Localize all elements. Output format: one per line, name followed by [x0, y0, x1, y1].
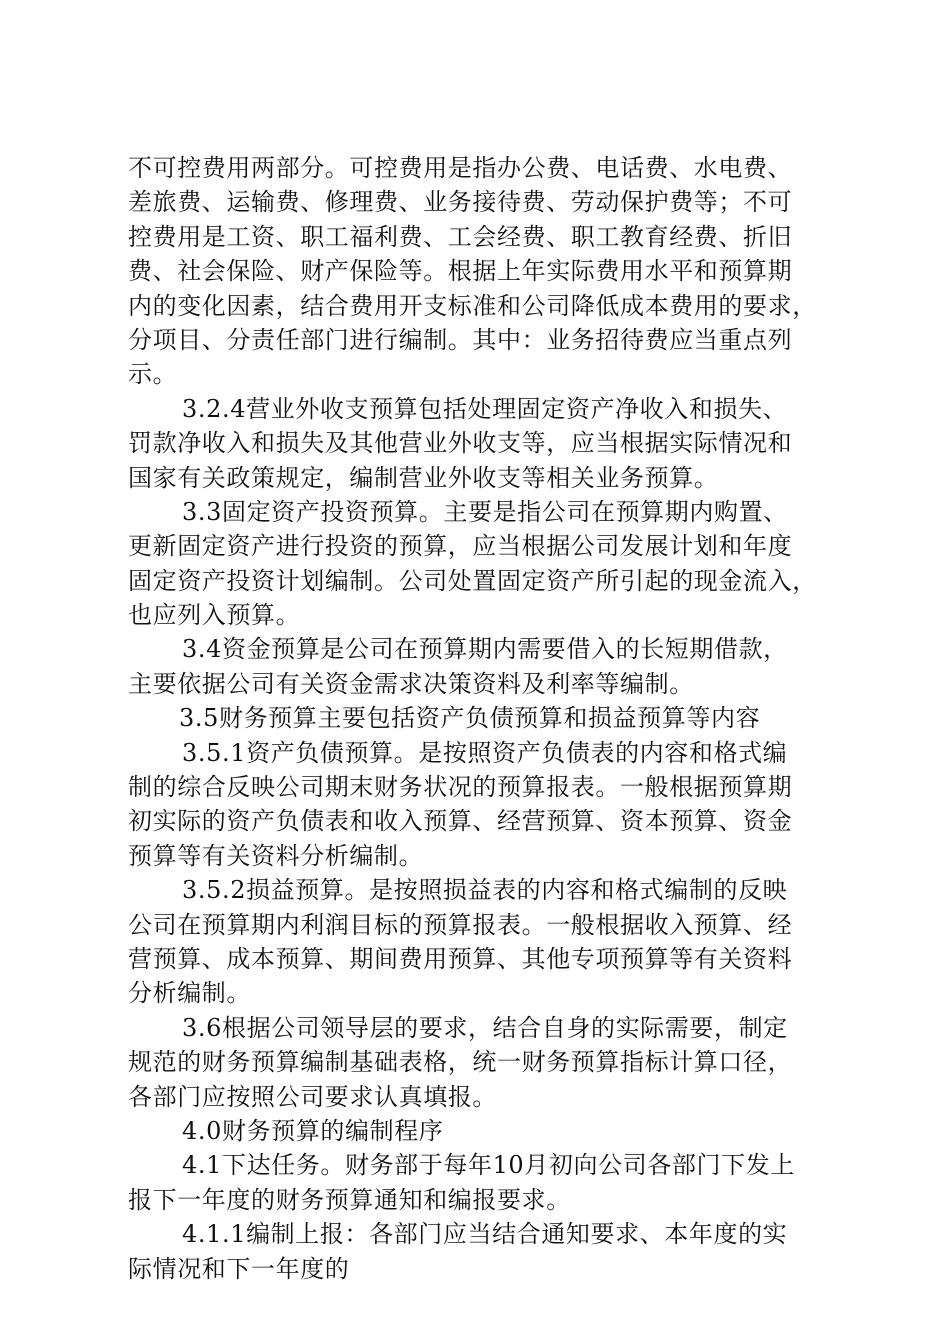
text-line: 国家有关政策规定，编制营业外收支等相关业务预算。: [128, 463, 719, 492]
text-line: 分析编制。: [128, 979, 251, 1008]
text-line: 固定资产投资计划编制。公司处置固定资产所引起的现金流入，: [128, 566, 817, 595]
paragraph-start-4-1: 4.1下达任务。财务部于每年10月初向公司各部门下发上: [182, 1151, 795, 1180]
text-line: 示。: [128, 360, 178, 389]
text-line: 规范的财务预算编制基础表格，统一财务预算指标计算口径，: [128, 1048, 793, 1077]
paragraph-start-3-2-4: 3.2.4营业外收支预算包括处理固定资产净收入和损失、: [182, 394, 788, 423]
paragraph-start-3-4: 3.4资金预算是公司在预算期内需要借入的长短期借款，: [182, 635, 788, 664]
text-line: 更新固定资产进行投资的预算，应当根据公司发展计划和年度: [128, 532, 793, 561]
text-line: 费、社会保险、财产保险等。根据上年实际费用水平和预算期: [128, 257, 793, 286]
text-line: 际情况和下一年度的: [128, 1254, 350, 1283]
text-line: 主要依据公司有关资金需求决策资料及利率等编制。: [128, 669, 694, 698]
text-line: 报下一年度的财务预算通知和编报要求。: [128, 1185, 571, 1214]
text-line: 分项目、分责任部门进行编制。其中：业务招待费应当重点列: [128, 325, 793, 354]
text-line: 控费用是工资、职工福利费、工会经费、职工教育经费、折旧: [128, 222, 793, 251]
paragraph-start-3-6: 3.6根据公司领导层的要求，结合自身的实际需要，制定: [182, 1013, 788, 1042]
paragraph-start-3-5-1: 3.5.1资产负债预算。是按照资产负债表的内容和格式编: [182, 738, 788, 767]
paragraph-start-4-1-1: 4.1.1编制上报：各部门应当结合通知要求、本年度的实: [182, 1220, 788, 1249]
text-line: 制的综合反映公司期末财务状况的预算报表。一般根据预算期: [128, 773, 793, 802]
document-body: [128, 151, 840, 1286]
text-line: 各部门应按照公司要求认真填报。: [128, 1082, 497, 1111]
text-line: 公司在预算期内利润目标的预算报表。一般根据收入预算、经: [128, 910, 793, 939]
text-line: 预算等有关资料分析编制。: [128, 841, 424, 870]
text-line: 不可控费用两部分。可控费用是指办公费、电话费、水电费、: [128, 154, 793, 182]
section-heading-4-0: 4.0财务预算的编制程序: [182, 1116, 444, 1145]
text-line: 初实际的资产负债表和收入预算、经营预算、资本预算、资金: [128, 807, 793, 836]
paragraph-start-3-3: 3.3固定资产投资预算。主要是指公司在预算期内购置、: [182, 497, 788, 526]
text-line: 也应列入预算。: [128, 601, 301, 630]
text-line: 差旅费、运输费、修理费、业务接待费、劳动保护费等；不可: [128, 188, 793, 217]
text-line: 内的变化因素，结合费用开支标准和公司降低成本费用的要求，: [128, 291, 817, 320]
paragraph-start-3-5-2: 3.5.2损益预算。是按照损益表的内容和格式编制的反映: [182, 876, 788, 905]
text-line: 罚款净收入和损失及其他营业外收支等，应当根据实际情况和: [128, 429, 793, 458]
paragraph-start-3-5: 3.5财务预算主要包括资产负债预算和损益预算等内容: [179, 704, 761, 733]
text-line: 营预算、成本预算、期间费用预算、其他专项预算等有关资料: [128, 944, 793, 973]
